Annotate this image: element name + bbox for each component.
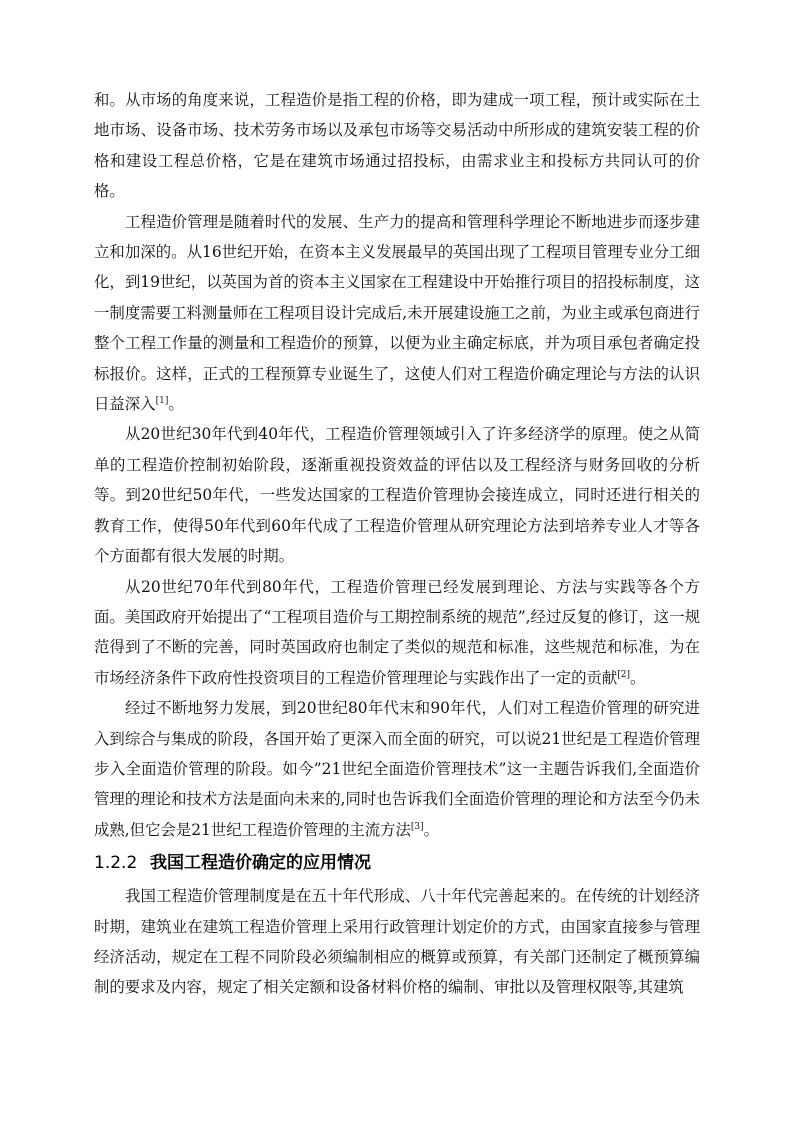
paragraph-tail: 。 bbox=[168, 395, 184, 414]
paragraph-21st-century bbox=[94, 693, 700, 845]
paragraph-text: 从20世纪30年代到40年代，工程造价管理领域引入了许多经济学的原理。使之从简单的工程造价控制初始阶段，逐渐重视投资效益的评估以及工程经济与财务回收的分析等。到20世纪50年代，一些发达国家的工程造价管理协会接连成立，同时还进行相关的教育工作，使得50年代到60年代成了工程造价管理从研究理论方法到培养专业人才等各个方面都有很大发展的时期。 bbox=[94, 425, 700, 566]
citation-marker[interactable]: [1] bbox=[155, 395, 169, 406]
section-heading bbox=[94, 848, 700, 878]
paragraph-text: 和。从市场的角度来说，工程造价是指工程的价格，即为建成一项工程，预计或实际在土地市场、设备市场、技术劳务市场以及承包市场等交易活动中所形成的建筑安装工程的价格和建设工程总价格，它是在建筑市场通过招投标，由需求业主和投标方共同认可的价格。 bbox=[94, 91, 700, 201]
paragraph-text: 经过不断地努力发展，到20世纪80年代末和90年代，人们对工程造价管理的研究进入到综合与集成的阶段，各国开始了更深入而全面的研究，可以说21世纪是工程造价管理步入全面造价管理的阶段。如今”21世纪全面造价管理技术”这一主题告诉我们,全面造价管理的理论和技术方法是面向未来的,同时也告诉我们全面造价管理的理论和方法至今仍未成熟,但它会是21世纪工程造价管理的主流方法 bbox=[94, 699, 700, 839]
section-title: 我国工程造价确定的应用情况 bbox=[150, 853, 371, 874]
document-page bbox=[94, 85, 700, 1003]
paragraph-1930s-1940s bbox=[94, 419, 700, 571]
citation-marker[interactable]: [3] bbox=[410, 821, 424, 832]
section-number: 1.2.2 bbox=[94, 853, 138, 874]
paragraph-china-pricing-system bbox=[94, 881, 700, 1003]
citation-marker[interactable]: [2] bbox=[617, 669, 631, 680]
paragraph-tail: 。 bbox=[423, 820, 440, 839]
paragraph-market-price bbox=[94, 85, 700, 207]
paragraph-text: 工程造价管理是随着时代的发展、生产力的提高和管理科学理论不断地进步而逐步建立和加深的。从16世纪开始，在资本主义发展最早的英国出现了工程项目管理专业分工细化，到19世纪，以英国为首的资本主义国家在工程建设中开始推行项目的招投标制度，这一制度需要工料测量师在工程项目设计完成后,未开展建设施工之前，为业主或承包商进行整个工程工作量的测量和工程造价的预算，以便为业主确定标底，并为项目承包者确定投标报价。这样，正式的工程预算专业诞生了，这使人们对工程造价确定理论与方法的认识日益深入 bbox=[94, 212, 700, 414]
paragraph-tail: 。 bbox=[630, 668, 646, 687]
paragraph-text: 从20世纪70年代到80年代，工程造价管理已经发展到理论、方法与实践等各个方面。美国政府开始提出了“工程项目造价与工期控制系统的规范”,经过反复的修订，这一规范得到了不断的完善，同时英国政府也制定了类似的规范和标准，这些规范和标准，为在市场经济条件下政府性投资项目的工程造价管理理论与实践作出了一定的贡献 bbox=[94, 577, 700, 687]
paragraph-text: 我国工程造价管理制度是在五十年代形成、八十年代完善起来的。在传统的计划经济时期，建筑业在建筑工程造价管理上采用行政管理计划定价的方式，由国家直接参与管理经济活动，规定在工程不同阶段必须编制相应的概算或预算，有关部门还制定了概预算编制的要求及内容，规定了相关定额和设备材料价格的编制、审批以及管理权限等,其建筑 bbox=[94, 887, 700, 997]
paragraph-history-origin bbox=[94, 207, 700, 420]
paragraph-1970s-1980s bbox=[94, 572, 700, 694]
